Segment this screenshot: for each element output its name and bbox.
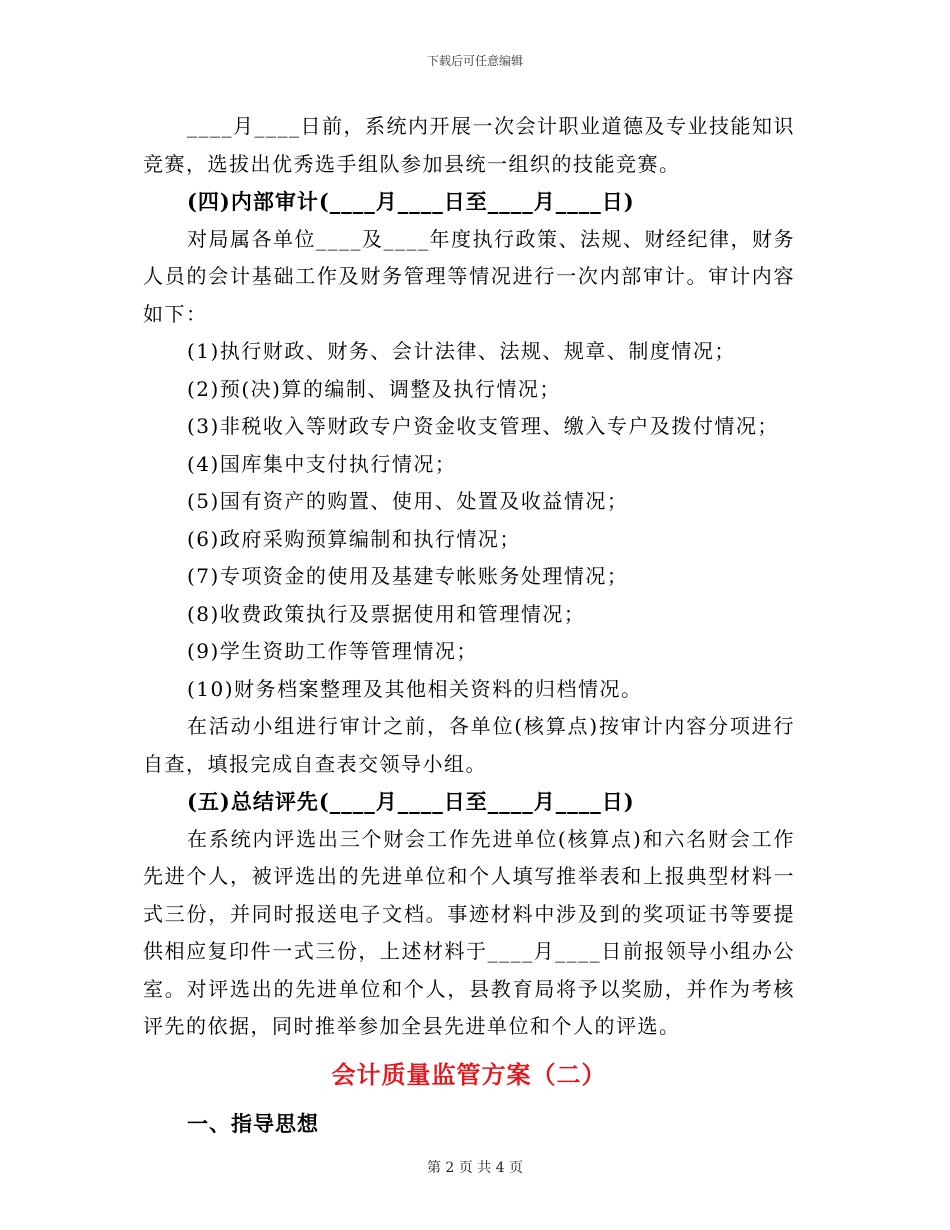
list-item: (8)收费政策执行及票据使用和管理情况； — [187, 601, 586, 626]
paragraph-evaluation: 在系统内评选出三个财会工作先进单位(核算点)和六名财会工作先进个人，被评选出的先进单位和个人填写推举表和上报典型材料一式三份，并同时报送电子文档。事迹材料中涉及到的奖项证书等要提供相应复印件一式三份，上述材料于____月____日前报领导小组办公室。对评选出的先进单位和个人，县教育局将予以奖励，并作为考核评先的依据，同时推举参加全县先进单位和个人的评选。 — [143, 826, 795, 1038]
document-title: 会计质量监管方案（二） — [331, 1059, 607, 1089]
list-item: (2)预(决)算的编制、调整及执行情况； — [187, 376, 561, 401]
section-internal-audit-title: (四)内部审计(____月____日至____月____日) — [187, 189, 635, 214]
heading-guiding-ideology: 一、指导思想 — [187, 1110, 319, 1136]
paragraph-audit-intro: 对局属各单位____及____年度执行政策、法规、财经纪律，财务人员的会计基础工作及财务管理等情况进行一次内部审计。审计内容如下： — [143, 226, 795, 326]
list-item: (5)国有资产的购置、使用、处置及收益情况； — [187, 489, 629, 513]
list-item: (3)非税收入等财政专户资金收支管理、缴入专户及拨付情况； — [187, 414, 779, 438]
list-item: (1)执行财政、财务、会计法律、法规、规章、制度情况； — [187, 339, 736, 363]
list-item: (7)专项资金的使用及基建专帐账务处理情况； — [187, 564, 629, 588]
page-header: 下载后可任意编辑 — [426, 54, 523, 68]
section-summary-title: (五)总结评先(____月____日至____月____日) — [187, 789, 635, 814]
paragraph-competition: ____月____日前，系统内开展一次会计职业道德及专业技能知识竞赛，选拔出优秀选手组队参加县统一组织的技能竞赛。 — [143, 114, 795, 176]
list-item: (10)财务档案整理及其他相关资料的归档情况。 — [187, 676, 643, 701]
page-number: 第 2 页 共 4 页 — [426, 1160, 524, 1176]
audit-items-list — [143, 333, 795, 708]
document-body — [143, 108, 795, 1146]
list-item: (6)政府采购预算编制和执行情况； — [187, 526, 521, 551]
paragraph-self-check: 在活动小组进行审计之前，各单位(核算点)按审计内容分项进行自查，填报完成自查表交领导小组。 — [143, 714, 795, 776]
list-item: (4)国库集中支付执行情况； — [187, 451, 457, 476]
list-item: (9)学生资助工作等管理情况； — [187, 639, 478, 663]
